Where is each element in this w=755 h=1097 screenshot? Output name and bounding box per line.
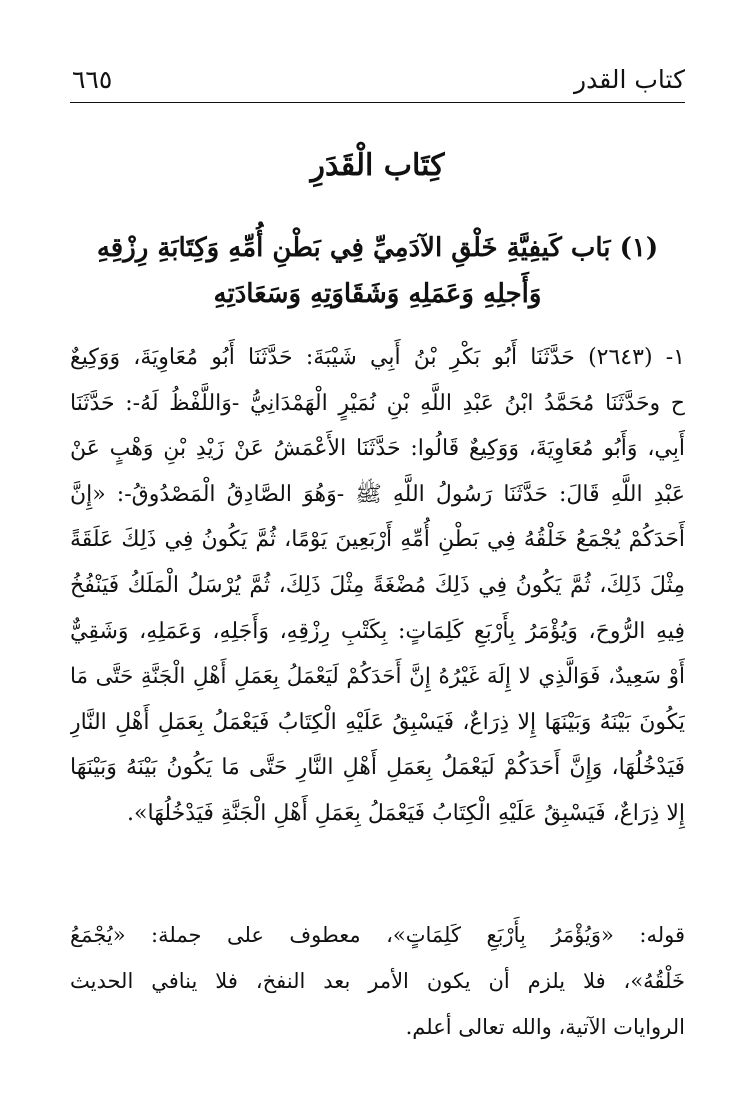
hadith-line: مِثْلَ ذَلِكَ، ثُمَّ يَكُونُ فِي ذَلِكَ مُضْغَةً مِثْلَ ذَلِكَ، ثُمَّ يُرْسَلُ الْمَلَكُ فَيَنْفُخُ bbox=[70, 572, 685, 598]
chapter-heading-line: (١) بَاب كَيفِيَّةِ خَلْقِ الآدَمِيِّ فِي بَطْنِ أُمِّهِ وَكِتَابَةِ رِزْقِهِ bbox=[96, 233, 659, 263]
hadith-line: يَكُونَ بَيْنَهُ وَبَيْنَهَا إِلا ذِرَاعٌ، فَيَسْبِقُ عَلَيْهِ الْكِتَابُ فَيَعْمَلُ بِعَمَلِ أَهْلِ النَّارِ bbox=[70, 709, 685, 735]
chapter-heading-line: وَأَجلِهِ وَعَمَلِهِ وَشَقَاوَتِهِ وَسَعَادَتِهِ bbox=[213, 279, 542, 309]
hadith-text bbox=[70, 335, 685, 837]
book-title: كِتَاب الْقَدَرِ bbox=[310, 148, 445, 183]
commentary-line: خَلْقُهُ»، فلا يلزم أن يكون الأمر بعد النفخ، فلا ينافي الحديث bbox=[70, 969, 685, 993]
commentary-line: الروايات الآتية، والله تعالى أعلم. bbox=[405, 1015, 685, 1039]
hadith-line: فَيَدْخُلُهَا، وَإِنَّ أَحَدَكُمْ لَيَعْمَلُ بِعَمَلِ أَهْلِ النَّارِ حَتَّى مَا يَكُونُ بَيْنَهُ وَبَيْنَهَا bbox=[70, 755, 685, 781]
header-divider bbox=[70, 102, 685, 103]
hadith-line: أَوْ سَعِيدٌ، فَوَالَّذِي لا إِلَهَ غَيْرُهُ إِنَّ أَحَدَكُمْ لَيَعْمَلُ بِعَمَلِ أَهْلِ الْجَنَّةِ حَتَّى مَا bbox=[70, 664, 685, 690]
running-header bbox=[70, 60, 685, 104]
hadith-line: ١- (٢٦٤٣) حَدَّثَنَا أَبُو بَكْرِ بْنُ أَبِي شَيْبَةَ: حَدَّثَنَا أَبُو مُعَاوِيَةَ، وَوَكِيعٌ bbox=[70, 345, 685, 370]
chapter-heading bbox=[70, 225, 685, 317]
running-header-title: كتاب القدر bbox=[574, 65, 685, 94]
hadith-line: أَحَدَكُمْ يُجْمَعُ خَلْقُهُ فِي بَطْنِ أُمِّهِ أَرْبَعِينَ يَوْمًا، ثُمَّ يَكُونُ فِي ذَلِكَ عَلَقَةً bbox=[70, 527, 685, 553]
hadith-line: ح وحَدَّثَنَا مُحَمَّدُ ابْنُ عَبْدِ اللَّهِ بْنِ نُمَيْرٍ الْهَمْدَانِيُّ -وَاللَّفْظُ لَهُ-: حَدَّثَنَا bbox=[70, 390, 685, 416]
hadith-line: عَبْدِ اللَّهِ قَالَ: حَدَّثَنَا رَسُولُ اللَّهِ ﷺ -وَهُوَ الصَّادِقُ الْمَصْدُوقُ-: «إِنَّ bbox=[70, 481, 685, 507]
commentary-text bbox=[70, 912, 685, 1050]
hadith-line: أَبِي، وَأَبُو مُعَاوِيَةَ، وَوَكِيعٌ قَالُوا: حَدَّثَنَا الأَعْمَشُ عَنْ زَيْدِ بْنِ وَهْبٍ عَنْ bbox=[70, 436, 685, 462]
hadith-line: إِلا ذِرَاعٌ، فَيَسْبِقُ عَلَيْهِ الْكِتَابُ فَيَعْمَلُ بِعَمَلِ أَهْلِ الْجَنَّةِ فَيَدْخُلُهَا». bbox=[127, 800, 685, 826]
hadith-line: فِيهِ الرُّوحَ، وَيُؤْمَرُ بِأَرْبَعِ كَلِمَاتٍ: بِكَتْبِ رِزْقِهِ، وَأَجَلِهِ، وَعَمَلِهِ، وَشَقِيٌّ bbox=[70, 618, 685, 644]
page-number: ٦٦٥ bbox=[72, 65, 113, 94]
commentary-line: قوله: «وَيُؤْمَرُ بِأَرْبَعِ كَلِمَاتٍ»، معطوف على جملة: «يُجْمَعُ bbox=[70, 923, 685, 947]
